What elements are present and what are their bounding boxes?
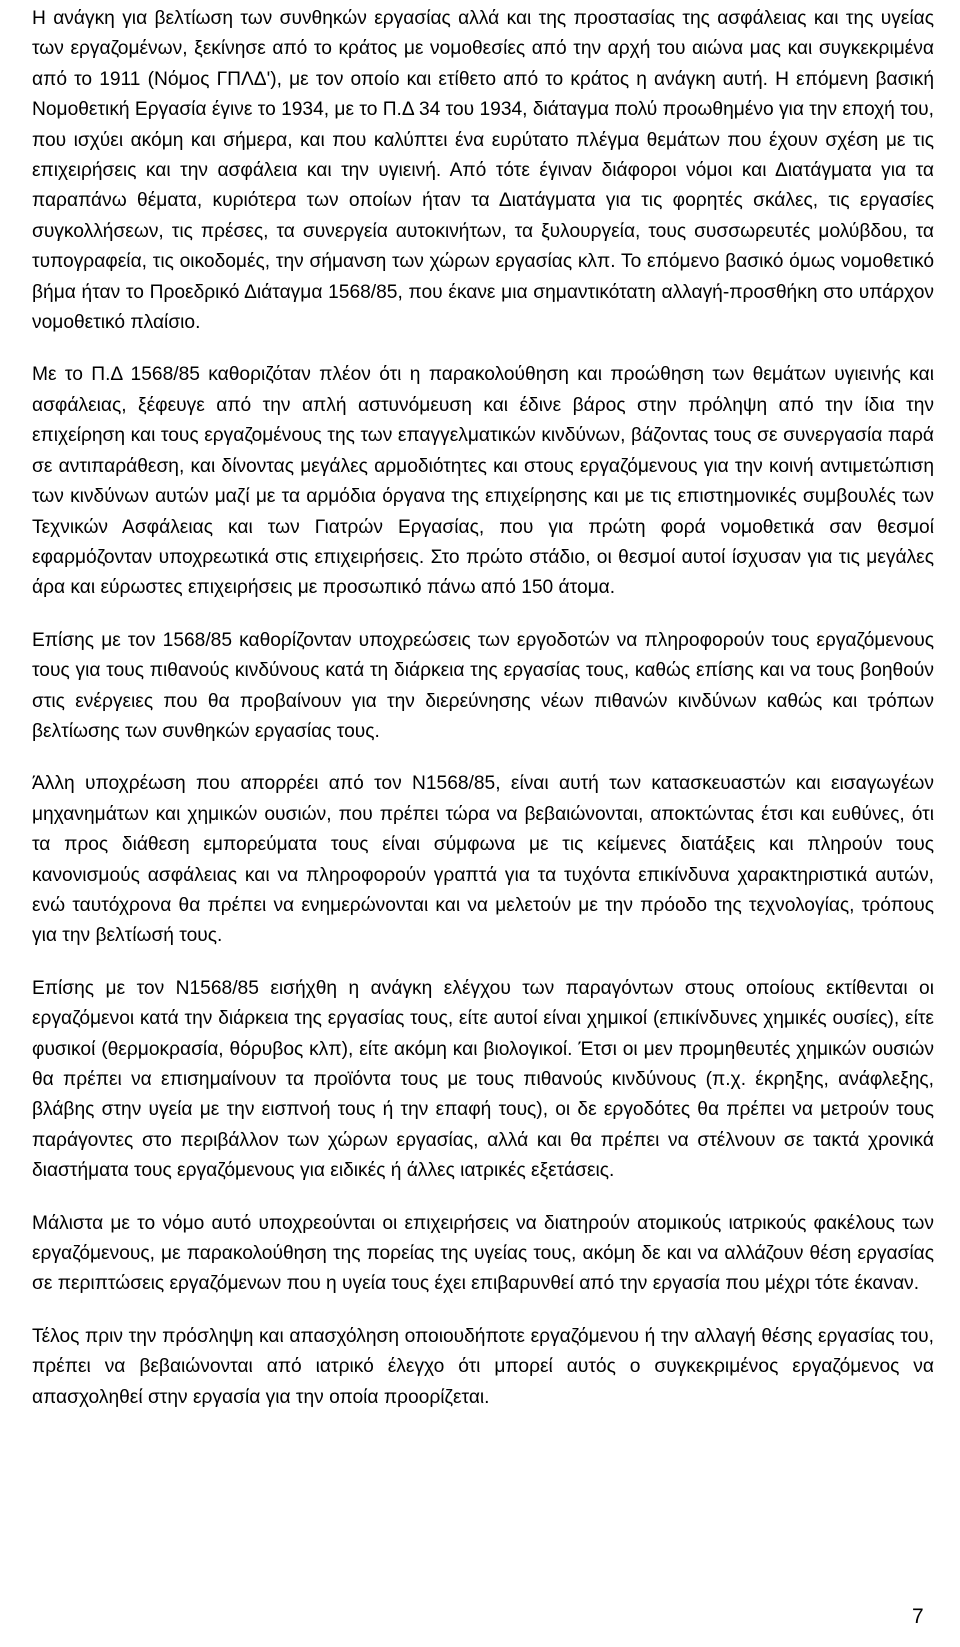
paragraph-2: Με το Π.Δ 1568/85 καθοριζόταν πλέον ότι η παρακολούθηση και προώθηση των θεμάτων υγιεινής και ασφάλειας, ξέφευγε από την απλή αστυνόμευση και έδινε βάρος στην πρόληψη από την ίδια την επιχείρηση και τους εργαζομένους της των επαγγελματικών κινδύνων, βάζοντας τους σε συνεργασία παρά σε αντιπαράθεση, και δίνοντας μεγάλες αρμοδιότητες και στους εργαζόμενους για την κοινή αντιμετώπιση των κινδύνων αυτών μαζί με τα αρμόδια όργανα της επιχείρησης και με τις επιστημονικές συμβουλές των Τεχνικών Ασφάλειας και των Γιατρών Εργασίας, που για πρώτη φορά νομοθετικά σαν θεσμοί εφαρμόζονταν υποχρεωτικά στις επιχειρήσεις. Στο πρώτο στάδιο, οι θεσμοί αυτοί ίσχυσαν για τις μεγάλες άρα και εύρωστες επιχειρήσεις με προσωπικό πάνω από 150 άτομα.: [32, 364, 934, 599]
paragraph-4: Άλλη υποχρέωση που απορρέει από τον Ν1568/85, είναι αυτή των κατασκευαστών και εισαγωγέων μηχανημάτων και χημικών ουσιών, που πρέπει τώρα να βεβαιώνονται, αποκτώντας έτσι και ευθύνες, ότι τα προς διάθεση εμπορεύματα τους είναι σύμφωνα με τις κείμενες διατάξεις και πληρούν τους κανονισμούς ασφάλειας και να πληροφορούν γραπτά για τα τυχόντα επικίνδυνα χαρακτηριστικά αυτών, ενώ ταυτόχρονα θα πρέπει να ενημερώνονται και να μελετούν με την πρόοδο της τεχνολογίας, τρόπους για την βελτίωσή τους.: [32, 773, 934, 947]
document-body: [32, 4, 934, 1435]
paragraph-6: Μάλιστα με το νόμο αυτό υποχρεούνται οι επιχειρήσεις να διατηρούν ατομικούς ιατρικούς φακέλους των εργαζόμενους, με παρακολούθηση της πορείας της υγείας τους, ακόμη δε και να αλλάζουν θέση εργασίας σε περιπτώσεις εργαζόμενων που η υγεία τους έχει επιβαρυνθεί από την εργασία που μέχρι τότε έκαναν.: [32, 1212, 934, 1295]
paragraph-1: Η ανάγκη για βελτίωση των συνθηκών εργασίας αλλά και της προστασίας της ασφάλειας και της υγείας των εργαζομένων, ξεκίνησε από το κράτος με νομοθεσίες από την αρχή του αιώνα μας και συγκεκριμένα από το 1911 (Νόμος ΓΠΛΔ'), με τον οποίο και ετίθετο από το κράτος η ανάγκη αυτή. Η επόμενη βασική Νομοθετική Εργασία έγινε το 1934, με το Π.Δ 34 του 1934, διάταγμα πολύ προωθημένο για την εποχή του, που ισχύει ακόμη και σήμερα, και που καλύπτει ένα ευρύτατο πλέγμα θεμάτων που έχουν σχέση με τις επιχειρήσεις και την ασφάλεια και την υγιεινή. Από τότε έγιναν διάφοροι νόμοι και Διατάγματα για τα παραπάνω θέματα, κυριότερα των οποίων ήταν τα Διατάγματα για τις φορητές σκάλες, τις εργασίες συγκολλήσεων, τις πρέσες, τα συνεργεία αυτοκινήτων, τα ξυλουργεία, τους συσσωρευτές μολύβδου, τα τυπογραφεία, τις οικοδομές, την σήμανση των χώρων εργασίας κλπ. Το επόμενο βασικό όμως νομοθετικό βήμα ήταν το Προεδρικό Διάταγμα 1568/85, που έκανε μια σημαντικότατη αλλαγή-προσθήκη στο υπάρχον νομοθετικό πλαίσιο.: [32, 8, 934, 334]
page-number: 7: [912, 1605, 924, 1628]
paragraph-3: Επίσης με τον 1568/85 καθορίζονταν υποχρεώσεις των εργοδοτών να πληροφορούν τους εργαζόμενους τους για τους πιθανούς κινδύνους κατά τη διάρκεια της εργασίας τους, καθώς επίσης και να τους βοηθούν στις ενέργειες που θα προβαίνουν για την διερεύνησης νέων πιθανών κινδύνων καθώς και τρόπων βελτίωσης των συνθηκών εργασίας τους.: [32, 629, 934, 742]
paragraph-5: Επίσης με τον Ν1568/85 εισήχθη η ανάγκη ελέγχου των παραγόντων στους οποίους εκτίθενται οι εργαζόμενοι κατά την διάρκεια της εργασίας τους, είτε αυτοί είναι χημικοί (επικίνδυνες χημικές ουσίες), είτε φυσικοί (θερμοκρασία, θόρυβος κλπ), είτε ακόμη και βιολογικοί. Έτσι οι μεν προμηθευτές χημικών ουσιών θα πρέπει να επισημαίνουν τα προϊόντα τους με τους πιθανούς κινδύνους (π.χ. έκρηξης, ανάφλεξης, βλάβης στην υγεία με την εισπνοή τους ή την επαφή τους), οι δε εργοδότες θα πρέπει να μετρούν τους παράγοντες στο περιβάλλον των χώρων εργασίας, αλλά και θα πρέπει να στέλνουν σε τακτά χρονικά διαστήματα τους εργαζόμενους για ειδικές ή άλλες ιατρικές εξετάσεις.: [32, 977, 934, 1182]
paragraph-7: Τέλος πριν την πρόσληψη και απασχόληση οποιουδήποτε εργαζόμενου ή την αλλαγή θέσης εργασίας του, πρέπει να βεβαιώνονται από ιατρικό έλεγχο ότι μπορεί αυτός ο συγκεκριμένος εργαζόμενος να απασχοληθεί στην εργασία για την οποία προορίζεται.: [32, 1325, 934, 1408]
